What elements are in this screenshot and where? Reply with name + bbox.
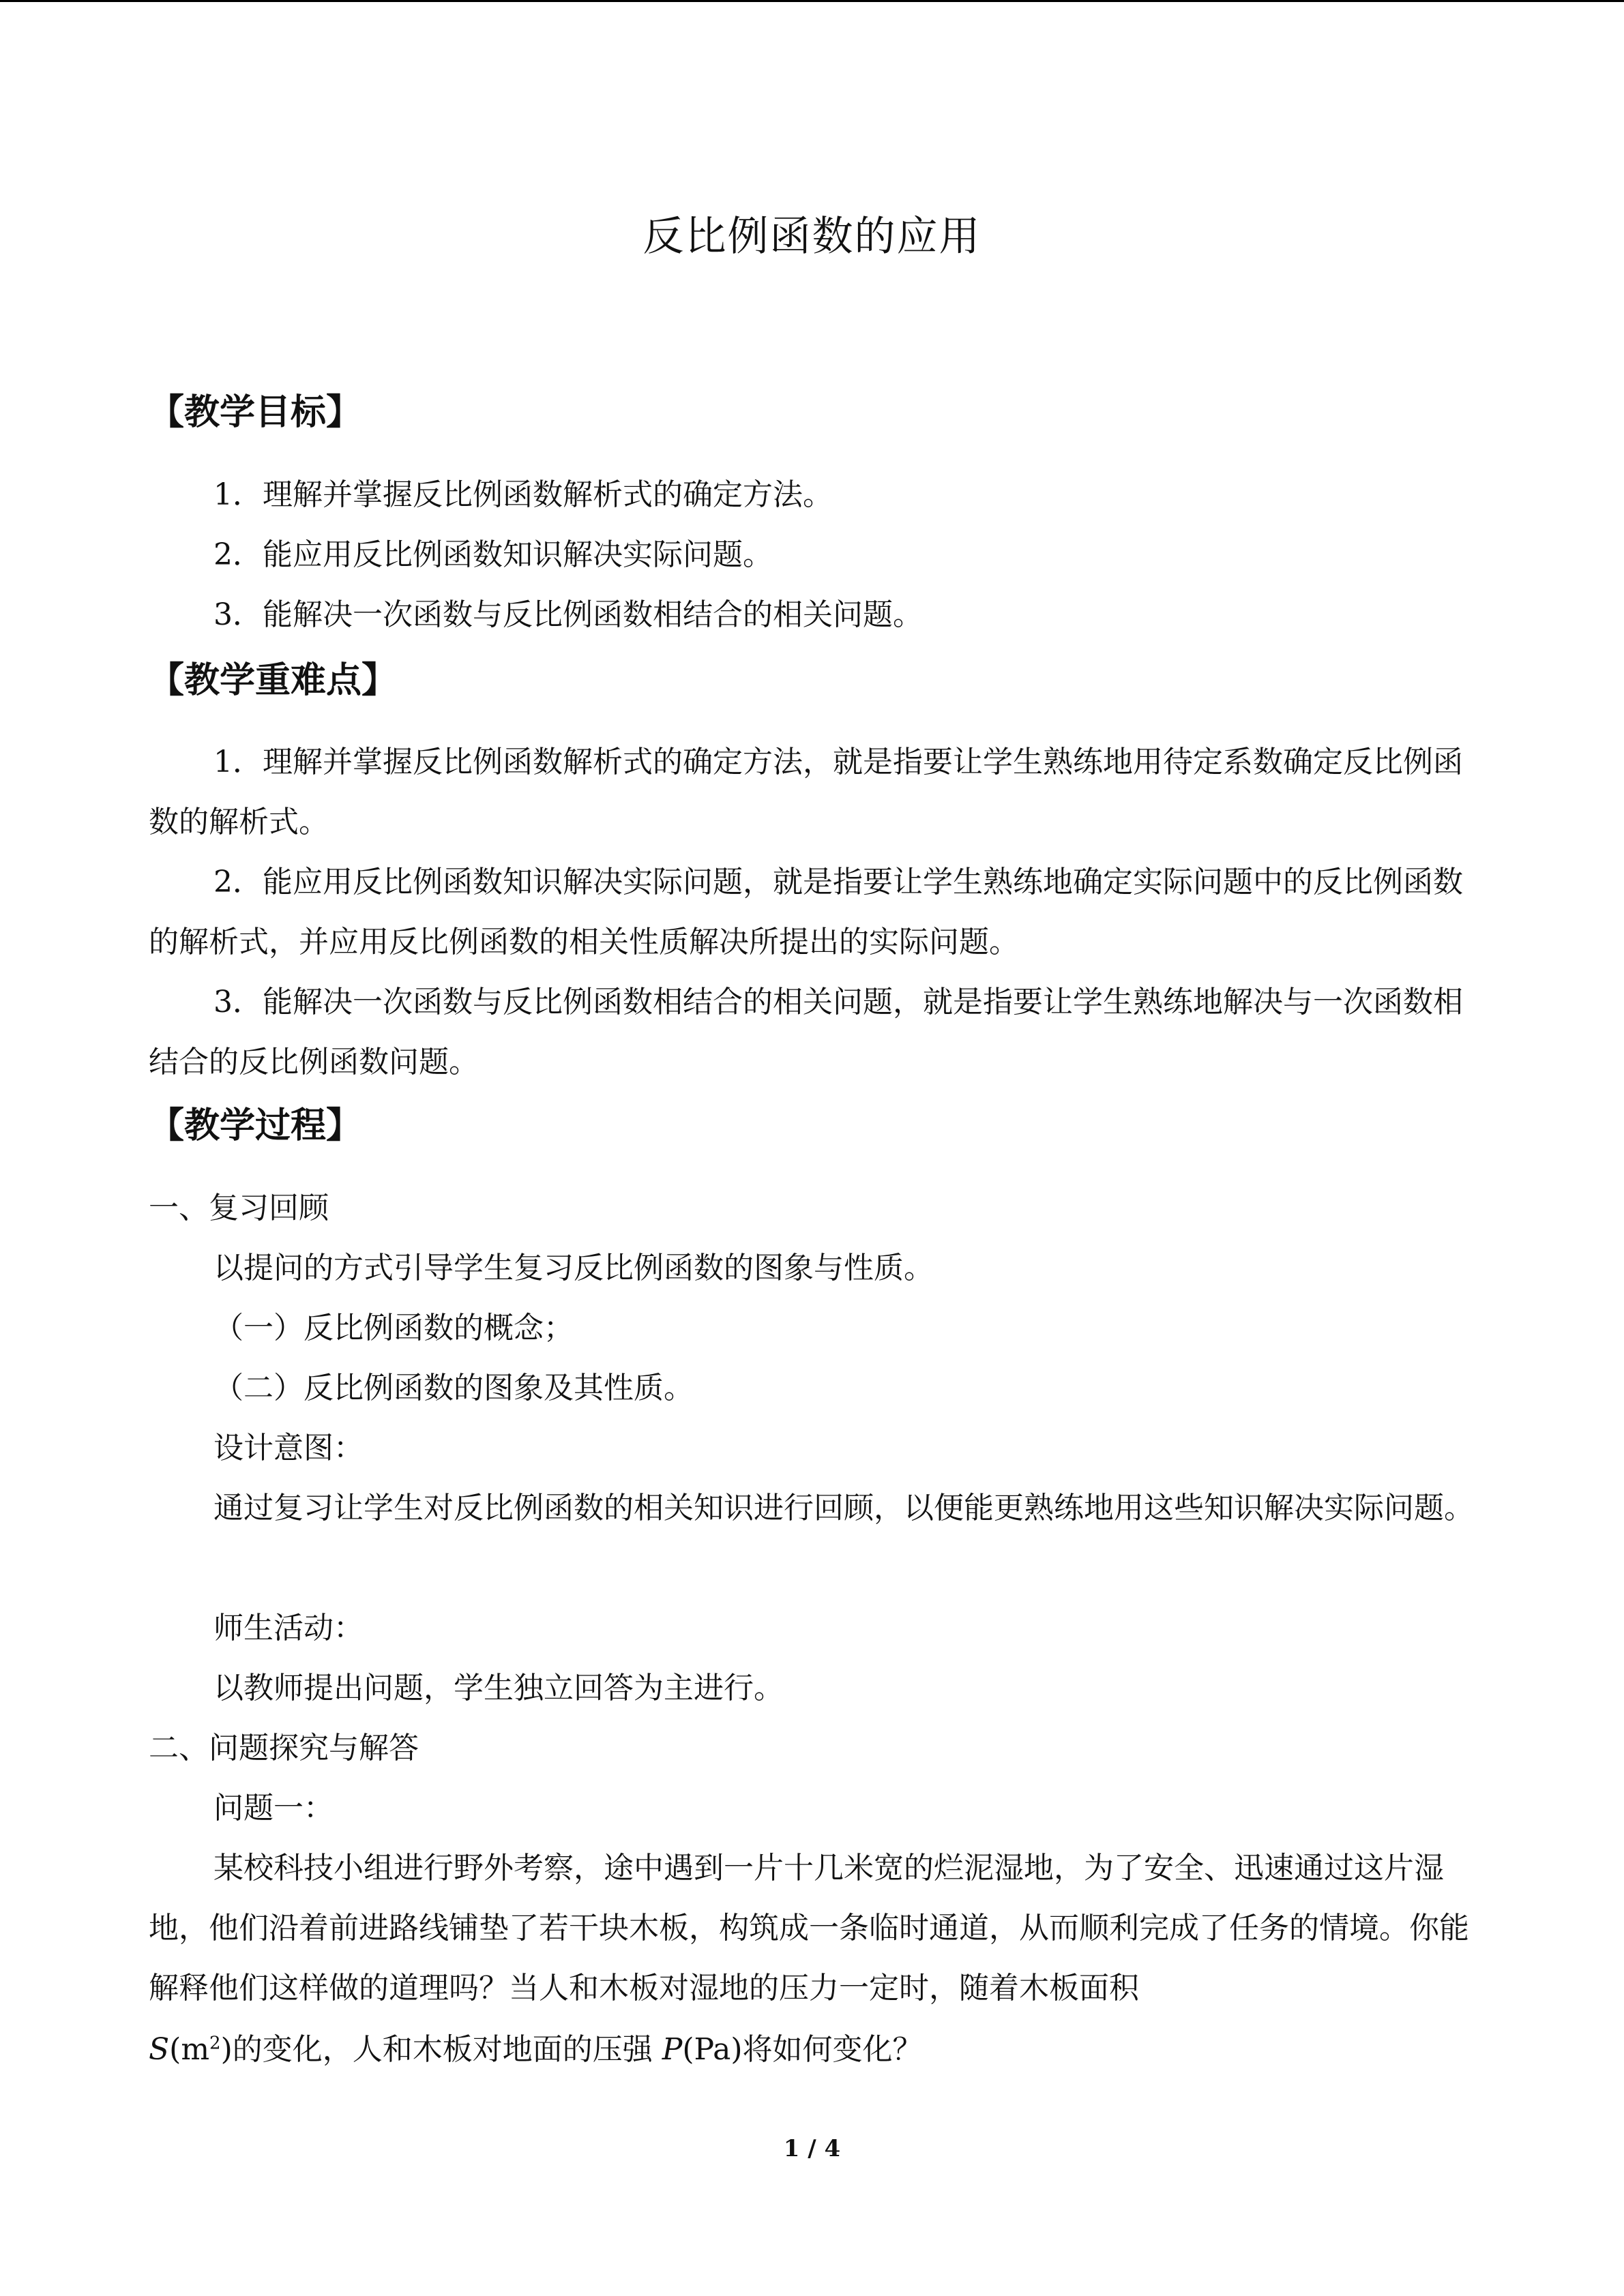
part1-intro: 以提问的方式引导学生复习反比例函数的图象与性质。 — [213, 1251, 934, 1285]
section-heading-key-points: 【教学重难点】 — [149, 660, 398, 701]
top-border — [0, 0, 1624, 2]
section-heading-objectives: 【教学目标】 — [149, 392, 362, 433]
part1-item-1: （一）反比例函数的概念； — [213, 1311, 574, 1345]
page-number: 1 / 4 — [783, 2135, 841, 2162]
part1-design-label: 设计意图： — [213, 1431, 364, 1465]
variable-s: S — [149, 2032, 170, 2067]
page-title: 反比例函数的应用 — [643, 213, 981, 260]
part1-design-text: 通过复习让学生对反比例函数的相关知识进行回顾，以便能更熟练地用这些知识解决实际问题。 — [213, 1491, 1474, 1525]
unit-s-close: )的变化，人和木板对地面的压强 — [220, 2032, 662, 2067]
part1-item-2: （二）反比例函数的图象及其性质。 — [213, 1371, 694, 1405]
unit-p: (Pa)将如何变化？ — [682, 2032, 923, 2067]
key-point-item-3: 3．能解决一次函数与反比例函数相结合的相关问题，就是指要让学生熟练地解决与一次函数相结合的反比例函数问题。 — [149, 985, 1463, 1079]
part2-question-label: 问题一： — [213, 1791, 334, 1825]
objective-item-2: 2．能应用反比例函数知识解决实际问题。 — [213, 537, 773, 572]
unit-s-exponent: 2 — [209, 2033, 221, 2054]
question-body: 某校科技小组进行野外考察，途中遇到一片十几米宽的烂泥湿地，为了安全、迅速通过这片湿地，他们沿着前进路线铺垫了若干块木板，构筑成一条临时通道，从而顺利完成了任务的情境。你能解释他们这样做的道理吗？当人和木板对湿地的压力一定时，随着木板面积 — [149, 1851, 1469, 2006]
key-point-item-2: 2．能应用反比例函数知识解决实际问题，就是指要让学生熟练地确定实际问题中的反比例函数的解析式，并应用反比例函数的相关性质解决所提出的实际问题。 — [149, 865, 1463, 959]
part1-activity-text: 以教师提出问题，学生独立回答为主进行。 — [213, 1671, 784, 1705]
unit-s-open: (m — [169, 2032, 210, 2067]
key-point-item-1: 1．理解并掌握反比例函数解析式的确定方法，就是指要让学生熟练地用待定系数确定反比例函数的解析式。 — [149, 745, 1463, 839]
section-heading-process: 【教学过程】 — [149, 1105, 362, 1146]
objective-item-1: 1．理解并掌握反比例函数解析式的确定方法。 — [213, 477, 833, 512]
variable-p: P — [662, 2032, 683, 2067]
part1-title: 一、复习回顾 — [149, 1191, 329, 1225]
part2-title: 二、问题探究与解答 — [149, 1731, 419, 1765]
part1-activity-label: 师生活动： — [213, 1611, 364, 1645]
part2-question-text — [149, 1838, 1475, 2018]
part2-question-tail — [149, 2029, 923, 2070]
objective-item-3: 3．能解决一次函数与反比例函数相结合的相关问题。 — [213, 597, 923, 632]
